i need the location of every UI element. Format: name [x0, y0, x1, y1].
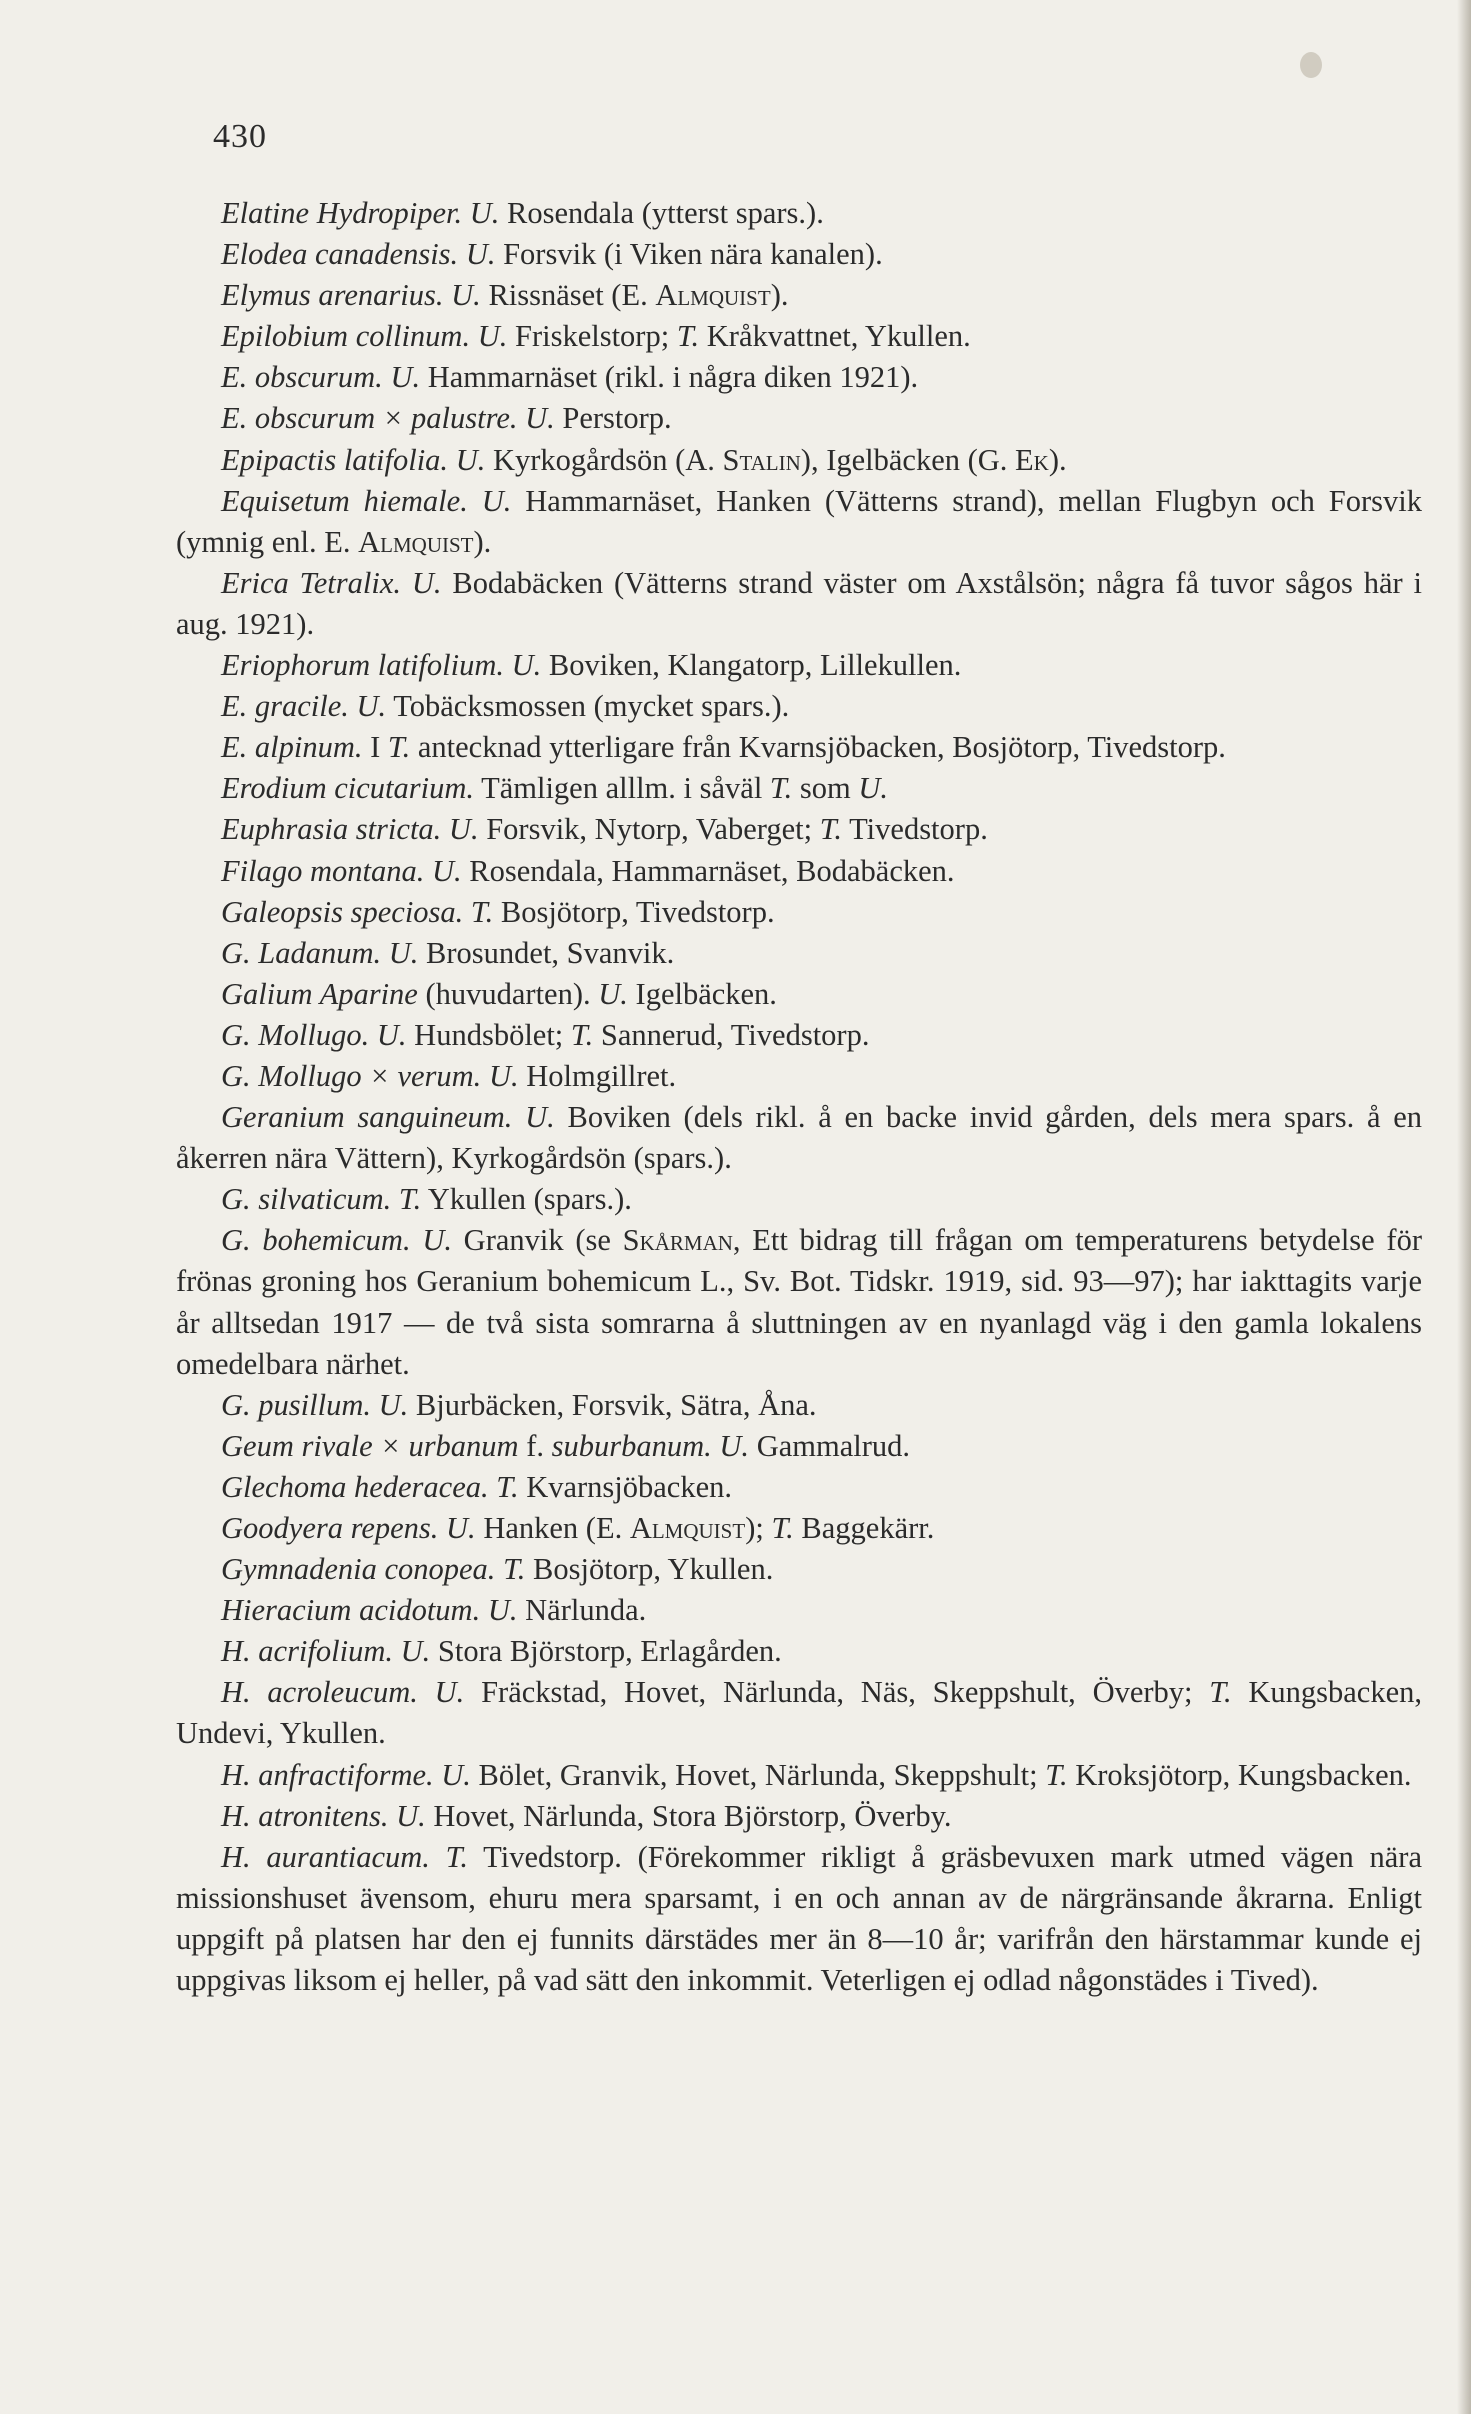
entry-text [391, 1182, 399, 1216]
entry-text [401, 566, 412, 600]
entry-text: Bölet, Granvik, Hovet, Närlunda, Skeppshult; [470, 1757, 1046, 1792]
entry-text: Sannerud, Tivedstorp. [593, 1017, 870, 1052]
italic-text: U. [488, 1058, 519, 1093]
italic-text: Erodium cicutarium. [221, 771, 475, 806]
italic-text: Hieracium acidotum. [221, 1593, 481, 1628]
italic-text: U. [858, 771, 888, 806]
italic-text: U. [422, 1223, 452, 1258]
italic-text: H. anfractiforme. [221, 1757, 434, 1792]
entry-text [393, 1634, 401, 1668]
species-entry [176, 234, 1422, 275]
italic-text: U. [356, 689, 387, 724]
entry-text [369, 1018, 377, 1052]
species-entry [176, 563, 1430, 645]
italic-text: U. [431, 853, 462, 888]
entry-text: (huvudarten). [417, 976, 599, 1011]
entry-text [381, 936, 389, 970]
entry-text [418, 1675, 435, 1709]
species-entry [176, 1837, 1430, 2001]
entry-text [463, 895, 471, 929]
species-entry [176, 1056, 1422, 1097]
entry-text: Kvarnsjöbacken. [518, 1469, 733, 1504]
entry-text: ); [745, 1511, 772, 1545]
entry-text: Forsvik (i Viken nära kanalen). [495, 237, 883, 272]
species-entry [176, 1549, 1422, 1590]
italic-text: T. [387, 730, 411, 765]
species-entry [176, 193, 1422, 234]
species-entry [176, 645, 1422, 686]
species-entry [176, 1179, 1422, 1220]
entry-text: Holmgillret. [518, 1058, 677, 1093]
italic-text: U. [477, 319, 508, 354]
entry-text: Rissnäset (E. [480, 278, 656, 313]
entry-text: antecknad ytterligare från Kvarnsjöbacken, Bosjötorp, Tivedstorp. [410, 730, 1226, 765]
entry-text: Stora Björstorp, Erlagården. [430, 1634, 782, 1669]
italic-text: Geranium sanguineum. [221, 1100, 513, 1135]
entry-text: Boviken, Klangatorp, Lillekullen. [541, 648, 962, 683]
entry-text: Hundsbölet; [406, 1017, 571, 1052]
entry-text: Tämligen alllm. i såväl [474, 771, 770, 806]
entry-text [424, 854, 432, 888]
entry-text [481, 1059, 489, 1093]
italic-text: T. [496, 1469, 519, 1504]
italic-text: H. aurantiacum. [221, 1839, 430, 1874]
entry-text: Perstorp. [554, 401, 672, 436]
entry-text [458, 237, 466, 271]
italic-text: U. [451, 278, 481, 313]
italic-text: U. [378, 1387, 409, 1422]
entry-text: Igelbäcken. [627, 976, 777, 1011]
species-entry [176, 1631, 1422, 1672]
italic-text: T. [570, 1017, 594, 1052]
italic-text: Elodea canadensis. [221, 237, 459, 272]
species-entry [176, 481, 1430, 563]
entry-text [448, 443, 456, 477]
entry-text [441, 812, 449, 846]
italic-text: U. [446, 1511, 476, 1545]
italic-text: G. Mollugo × verum. [221, 1058, 482, 1093]
entry-text [480, 1593, 488, 1627]
entry-text: Rosendala (ytterst spars.). [499, 196, 824, 230]
italic-text: T. [398, 1182, 422, 1217]
entry-text [430, 1840, 446, 1874]
entry-text: Friskelstorp; [507, 319, 677, 354]
entry-text: Tobäcksmossen (mycket spars.). [386, 689, 790, 724]
species-list [176, 193, 1430, 2001]
entry-text [349, 689, 357, 723]
entry-text [512, 1100, 525, 1134]
entry-text: ). [1048, 442, 1067, 477]
entry-text [388, 1799, 396, 1833]
entry-text [470, 319, 478, 353]
italic-text: T. [470, 894, 494, 929]
entry-text: I [362, 730, 388, 765]
entry-text: , Ett bidrag till frågan om temperaturens betydelse för frönas groning hos Geranium bohemicum L., Sv. Bot. Tidskr. 1919, sid. 93—97); har iakttagits varje år alltsedan 1917 — de två sista somrarna å sluttningen av en nyanlagd väg i den gamla lokalens omedelbara närhet. [176, 1223, 1430, 1381]
species-entry [176, 1467, 1422, 1508]
entry-text [371, 1388, 379, 1422]
italic-text: T. [769, 771, 793, 806]
entry-text: Fräckstad, Hovet, Närlunda, Näs, Skeppshult, Överby; [464, 1675, 1210, 1710]
entry-text: Hovet, Närlunda, Stora Björstorp, Överby. [425, 1798, 952, 1833]
entry-text [468, 484, 482, 518]
italic-text: U. [400, 1634, 431, 1669]
italic-text: U. [598, 976, 628, 1011]
paper-spot [1300, 52, 1322, 78]
species-entry [176, 1097, 1430, 1179]
entry-text: Hammarnäset (rikl. i några diken 1921). [420, 360, 919, 395]
species-entry [176, 686, 1422, 727]
italic-text: U. [719, 1428, 750, 1463]
italic-text: U. [411, 565, 442, 600]
italic-text: U. [396, 1798, 426, 1833]
species-entry [176, 1015, 1422, 1056]
entry-text: Bjurbäcken, Forsvik, Sätra, Åna. [408, 1387, 817, 1422]
italic-text: H. atronitens. [221, 1798, 389, 1833]
author-name: Stalin [722, 442, 801, 477]
italic-text: suburbanum. [551, 1428, 712, 1463]
entry-text: Kyrkogårdsön (A. [485, 442, 723, 477]
entry-text: Bosjötorp, Ykullen. [525, 1552, 774, 1587]
italic-text: U. [455, 442, 486, 477]
species-entry [176, 275, 1422, 316]
italic-text: T. [819, 812, 843, 847]
italic-text: Geum rivale × urbanum [221, 1428, 519, 1463]
entry-text: Tivedstorp. [842, 812, 988, 847]
italic-text: E. gracile. [221, 689, 349, 724]
entry-text: Gammalrud. [749, 1428, 910, 1463]
italic-text: Epipactis latifolia. [221, 442, 449, 477]
author-name: Skårman [622, 1223, 733, 1258]
species-entry [176, 1796, 1422, 1837]
species-entry [176, 1426, 1422, 1467]
italic-text: U. [388, 935, 419, 970]
italic-text: H. acrifolium. [221, 1634, 393, 1669]
italic-text: G. Ladanum. [221, 935, 382, 970]
italic-text: Glechoma hederacea. [221, 1469, 489, 1504]
entry-text: Bodabäcken (Vätterns strand väster om Axstålsön; några få tuvor sågos här i aug. 1921). [176, 565, 1430, 641]
italic-text: T. [676, 319, 700, 354]
italic-text: H. acroleucum. [221, 1675, 418, 1710]
author-name: Almquist [358, 524, 474, 559]
italic-text: U. [376, 1017, 407, 1052]
species-entry [176, 974, 1422, 1015]
entry-text: Hammarnäset, Hanken (Vätterns strand), mellan Flugbyn och Forsvik (ymnig enl. E. [176, 483, 1430, 559]
entry-text: Brosundet, Svanvik. [418, 935, 675, 970]
entry-text: Kroksjötorp, Kungsbacken. [1067, 1757, 1412, 1792]
entry-text: Hanken (E. [475, 1511, 630, 1545]
species-entry [176, 1385, 1422, 1426]
entry-text: Tivedstorp. (Förekommer rikligt å gräsbevuxen mark utmed vägen nära missionshuset ävensom, ehuru mera sparsamt, i en och annan av de närgränsande åkrarna. Enligt uppgift på platsen har den ej funnits därstädes mer än 8—10 år; varifrån den härstammar kunde ej uppgivas liksom ej heller, på vad sätt den inkommit. Veterligen ej odlad någonstädes i Tived). [176, 1839, 1430, 1998]
species-entry [176, 809, 1422, 850]
species-entry [176, 1508, 1422, 1549]
species-entry [176, 851, 1422, 892]
italic-text: T. [1209, 1675, 1232, 1710]
entry-text: Ykullen (spars.). [421, 1182, 632, 1217]
italic-text: Equisetum hiemale. [221, 483, 468, 518]
author-name: Ek [1015, 442, 1049, 477]
species-entry [176, 316, 1422, 357]
entry-text [495, 1552, 503, 1586]
italic-text: U. [481, 483, 512, 518]
entry-text: Rosendala, Hammarnäset, Bodabäcken. [461, 853, 955, 888]
italic-text: T. [771, 1511, 794, 1545]
species-entry [176, 440, 1422, 481]
italic-text: Elymus arenarius. [221, 278, 444, 313]
entry-text [444, 278, 452, 312]
species-entry [176, 1220, 1430, 1384]
entry-text: Bosjötorp, Tivedstorp. [493, 894, 775, 929]
italic-text: G. pusillum. [221, 1387, 371, 1422]
species-entry [176, 892, 1422, 933]
entry-text: f. [518, 1428, 552, 1463]
italic-text: U. [390, 360, 421, 395]
species-entry [176, 357, 1422, 398]
species-entry [176, 933, 1422, 974]
page-number: 430 [213, 118, 267, 155]
entry-text: Forsvik, Nytorp, Vaberget; [478, 812, 820, 847]
entry-text: Kråkvattnet, Ykullen. [699, 319, 971, 354]
entry-text [517, 401, 525, 435]
entry-text: ), Igelbäcken (G. [800, 442, 1016, 477]
italic-text: Eriophorum latifolium. [221, 648, 504, 683]
species-entry [176, 768, 1422, 809]
species-entry [176, 1672, 1430, 1754]
entry-text [504, 648, 512, 682]
italic-text: T. [1045, 1757, 1068, 1792]
italic-text: U. [487, 1593, 518, 1628]
page-edge-shadow [1457, 0, 1471, 2414]
species-entry [176, 727, 1422, 768]
italic-text: Filago montana. [221, 853, 425, 888]
author-name: Almquist [629, 1511, 746, 1545]
italic-text: E. obscurum × palustre. [221, 401, 518, 436]
italic-text: E. alpinum. [221, 730, 363, 765]
entry-text: Boviken (dels rikl. å en backe invid gården, dels mera spars. å en åkerren nära Vättern), Kyrkogårdsön (spars.). [176, 1100, 1430, 1176]
italic-text: T. [503, 1552, 526, 1587]
entry-text: Baggekärr. [793, 1511, 935, 1545]
italic-text: U. [511, 648, 542, 683]
italic-text: G. Mollugo. [221, 1017, 370, 1052]
entry-text: ). [770, 278, 789, 313]
italic-text: G. silvaticum. [221, 1182, 392, 1217]
italic-text: Erica Tetralix. [221, 565, 402, 600]
italic-text: Gymnadenia conopea. [221, 1552, 496, 1587]
italic-text: Epilobium collinum. [221, 319, 471, 354]
entry-text: Kungsbacken, Undevi, Ykullen. [176, 1675, 1430, 1751]
entry-text: Närlunda. [517, 1593, 647, 1628]
italic-text: U. [441, 1757, 471, 1792]
italic-text: T. [445, 1839, 468, 1874]
italic-text: Euphrasia stricta. [221, 812, 442, 847]
italic-text: Galeopsis speciosa. [221, 894, 464, 929]
entry-text: Granvik (se [451, 1223, 623, 1258]
species-entry [176, 1755, 1422, 1796]
italic-text: G. bohemicum. [221, 1223, 411, 1258]
italic-text: Galium Aparine [221, 976, 418, 1011]
entry-text: som [792, 771, 859, 806]
author-name: Almquist [655, 278, 771, 313]
entry-text [462, 196, 470, 230]
italic-text: U. [434, 1675, 465, 1710]
italic-text: E. obscurum. [221, 360, 383, 395]
italic-text: Elatine Hydropiper. [221, 196, 463, 230]
italic-text: Goodyera repens. [221, 1511, 439, 1545]
entry-text [411, 1223, 423, 1257]
italic-text: U. [469, 196, 500, 230]
species-entry [176, 398, 1422, 439]
italic-text: U. [465, 237, 496, 272]
entry-text: ). [473, 524, 492, 559]
italic-text: U. [525, 1100, 555, 1135]
italic-text: U. [525, 401, 555, 436]
species-entry [176, 1590, 1422, 1631]
entry-text [438, 1511, 446, 1545]
italic-text: U. [448, 812, 479, 847]
